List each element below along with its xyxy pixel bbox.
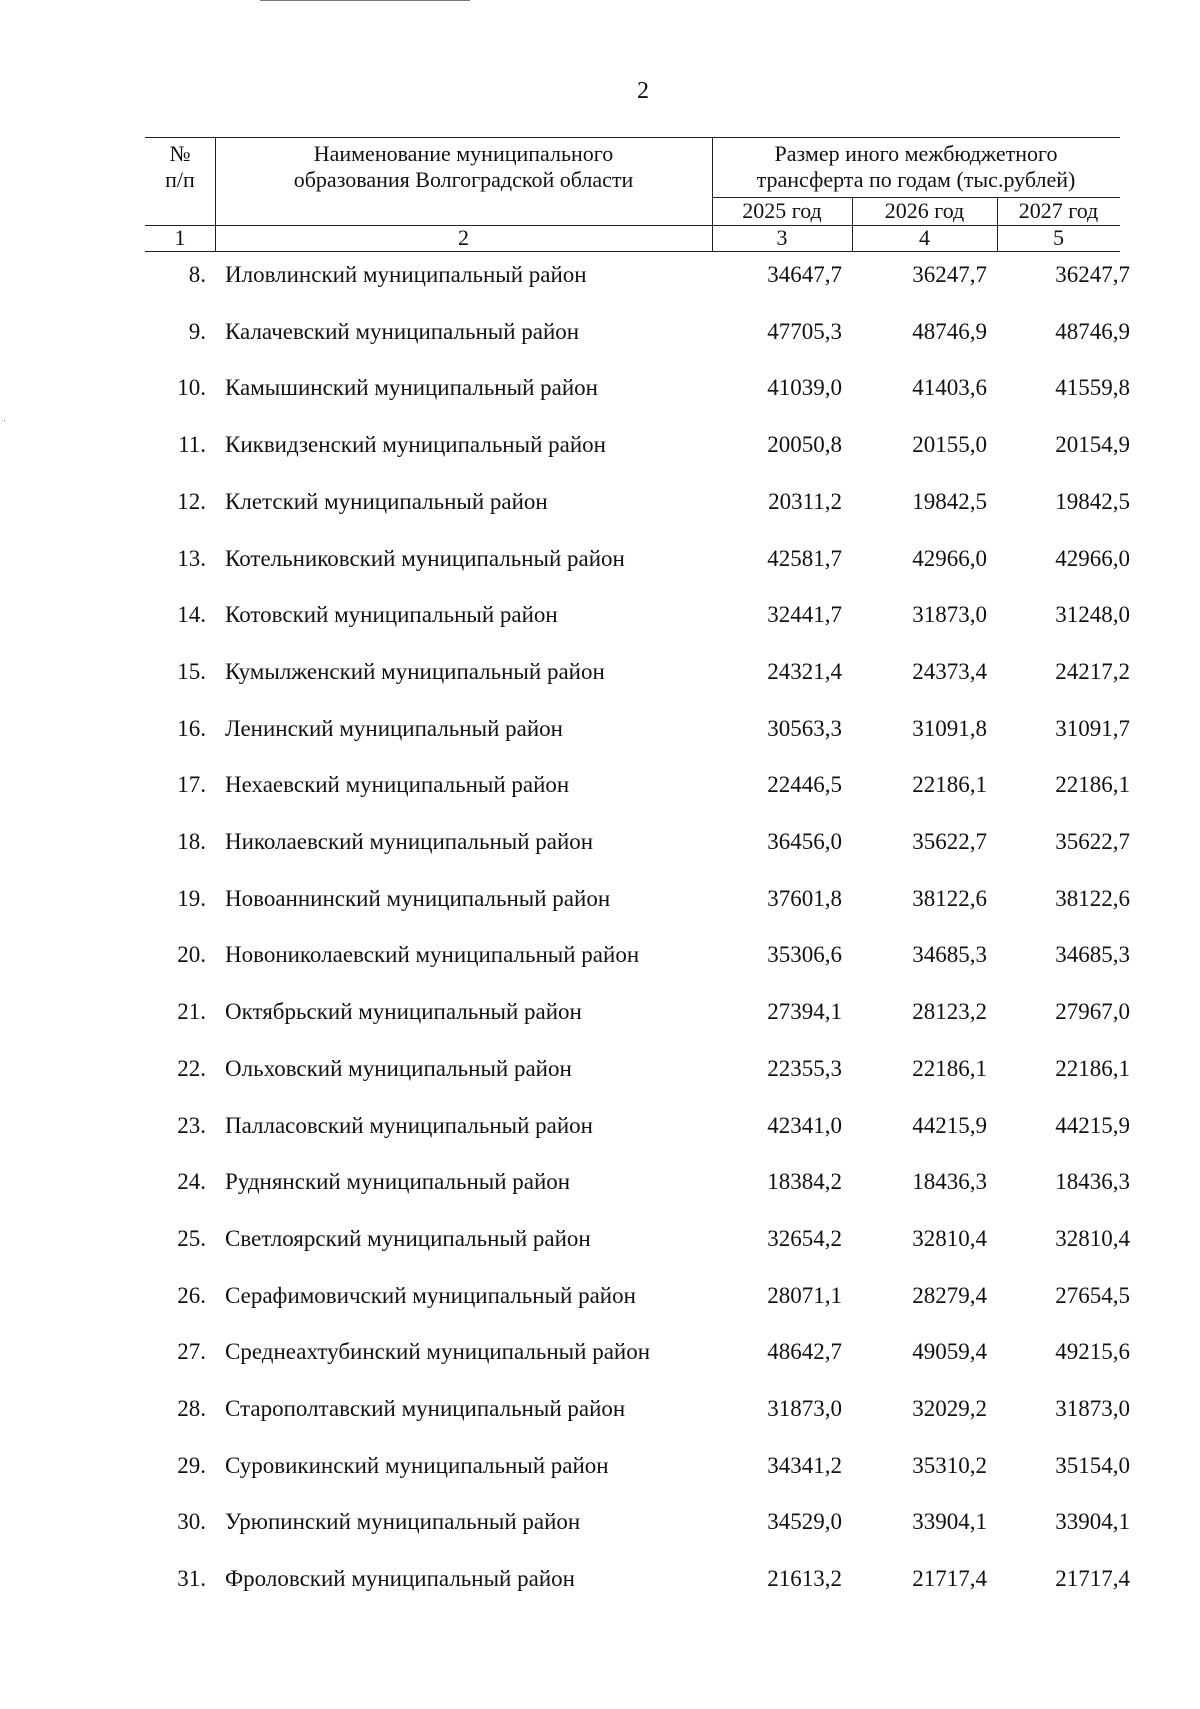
row-number: 18. (177, 829, 206, 854)
row-value-2025: 48642,7 (767, 1339, 842, 1365)
header-col-name: Наименование муниципального образования Волгоградской области (293, 141, 634, 192)
row-number: 31. (177, 1566, 206, 1592)
row-value-2025: 42581,7 (767, 545, 842, 571)
row-value-2026: 28279,4 (912, 1282, 987, 1308)
header-col-number: № п/п (165, 141, 195, 192)
row-value-2027: 22186,1 (1055, 1055, 1130, 1081)
table-row (0, 1276, 1200, 1316)
header-numbering-5: 5 (1053, 225, 1064, 250)
row-number: 20. (177, 942, 206, 968)
row-value-2027: 19842,5 (1055, 488, 1130, 514)
table-row (0, 1502, 1200, 1542)
row-number: 10. (177, 375, 206, 401)
row-municipality-name: Камышинский муниципальный район (225, 375, 598, 401)
row-number: 26. (177, 1282, 206, 1308)
row-number: 24. (177, 1169, 206, 1195)
table-row (0, 255, 1200, 295)
row-value-2026: 35310,2 (912, 1452, 987, 1478)
table-row (0, 539, 1200, 579)
row-number: 22. (177, 1055, 206, 1081)
row-value-2027: 27654,5 (1055, 1282, 1130, 1308)
row-municipality-name: Калачевский муниципальный район (225, 318, 580, 344)
table-row (0, 595, 1200, 635)
row-municipality-name: Палласовский муниципальный район (225, 1112, 593, 1138)
row-municipality-name: Котовский муниципальный район (225, 602, 558, 628)
row-value-2025: 30563,3 (767, 715, 842, 741)
row-number: 17. (177, 772, 206, 798)
row-value-2025: 35306,6 (767, 942, 842, 968)
header-numbering-4: 4 (919, 225, 930, 250)
row-value-2025: 42341,0 (767, 1112, 842, 1138)
row-number: 19. (177, 885, 206, 911)
row-value-2026: 22186,1 (912, 1055, 987, 1081)
table-row (0, 765, 1200, 805)
row-value-2026: 34685,3 (912, 942, 987, 968)
row-number: 15. (177, 658, 206, 684)
row-municipality-name: Октябрьский муниципальный район (225, 999, 582, 1025)
table-row (0, 1162, 1200, 1202)
row-municipality-name: Ольховский муниципальный район (225, 1055, 572, 1081)
row-municipality-name: Котельниковский муниципальный район (225, 545, 625, 571)
row-value-2026: 44215,9 (912, 1112, 987, 1138)
header-numbering-3: 3 (776, 225, 788, 250)
row-value-2026: 42966,0 (912, 545, 987, 571)
table-row (0, 1106, 1200, 1146)
row-municipality-name: Старополтавский муниципальный район (225, 1396, 626, 1421)
row-value-2026: 32810,4 (912, 1225, 987, 1251)
scan-edge-mark-left (4, 420, 5, 421)
row-value-2026: 20155,0 (912, 432, 987, 458)
row-municipality-name: Нехаевский муниципальный район (225, 772, 570, 798)
row-number: 29. (177, 1452, 206, 1478)
row-value-2025: 22355,3 (767, 1055, 842, 1081)
table-row (0, 822, 1200, 862)
header-numbering-2: 2 (458, 225, 469, 250)
row-value-2027: 31248,0 (1055, 602, 1130, 628)
row-value-2027: 33904,1 (1055, 1509, 1130, 1535)
row-value-2027: 34685,3 (1055, 942, 1130, 968)
row-municipality-name: Новониколаевский муниципальный район (225, 942, 640, 968)
row-number: 14. (177, 602, 206, 628)
header-year-2027: 2027 год (1018, 198, 1099, 223)
row-value-2025: 21613,2 (767, 1566, 842, 1592)
row-value-2025: 34647,7 (767, 262, 842, 287)
row-number: 13. (177, 545, 206, 571)
row-value-2025: 32654,2 (767, 1225, 842, 1251)
row-value-2027: 24217,2 (1055, 658, 1130, 684)
row-value-2027: 42966,0 (1055, 545, 1130, 571)
table-row (0, 425, 1200, 465)
row-value-2027: 35154,0 (1055, 1452, 1130, 1478)
header-year-2026: 2026 год (884, 198, 965, 223)
row-municipality-name: Новоаннинский муниципальный район (225, 885, 611, 911)
row-number: 25. (177, 1225, 206, 1251)
row-value-2027: 35622,7 (1055, 829, 1130, 854)
row-value-2026: 35622,7 (912, 829, 987, 854)
row-value-2025: 47705,3 (767, 318, 842, 344)
row-value-2026: 41403,6 (912, 375, 987, 401)
row-municipality-name: Киквидзенский муниципальный район (225, 432, 606, 458)
row-value-2027: 36247,7 (1055, 262, 1130, 287)
table-row (0, 1049, 1200, 1089)
row-value-2026: 22186,1 (912, 772, 987, 798)
table-row (0, 312, 1200, 352)
row-value-2025: 34341,2 (767, 1452, 842, 1478)
row-number: 27. (177, 1339, 206, 1365)
table-header (145, 137, 1120, 253)
row-value-2026: 48746,9 (912, 318, 987, 344)
row-number: 12. (177, 488, 206, 514)
row-value-2025: 20311,2 (768, 488, 842, 514)
row-municipality-name: Светлоярский муниципальный район (225, 1225, 591, 1251)
header-numbering-1: 1 (174, 225, 186, 250)
row-value-2025: 22446,5 (767, 772, 842, 798)
row-value-2025: 34529,0 (767, 1509, 842, 1535)
row-value-2026: 19842,5 (912, 488, 987, 514)
row-value-2027: 49215,6 (1055, 1339, 1130, 1365)
row-value-2026: 31873,0 (912, 602, 987, 628)
row-value-2026: 49059,4 (912, 1339, 987, 1365)
row-value-2027: 38122,6 (1055, 885, 1130, 911)
row-value-2027: 44215,9 (1055, 1112, 1130, 1138)
header-col-transfer: Размер иного межбюджетного трансферта по годам (тыс.рублей) (756, 141, 1076, 192)
table-row (0, 879, 1200, 919)
header-year-2025: 2025 год (742, 198, 822, 223)
row-value-2025: 36456,0 (767, 829, 842, 854)
row-value-2026: 38122,6 (912, 885, 987, 911)
row-municipality-name: Иловлинский муниципальный район (225, 262, 587, 287)
table-row (0, 1559, 1200, 1599)
row-municipality-name: Клетский муниципальный район (225, 488, 548, 514)
row-number: 23. (177, 1112, 206, 1138)
row-value-2025: 18384,2 (767, 1169, 842, 1195)
row-municipality-name: Среднеахтубинский муниципальный район (225, 1339, 651, 1365)
row-value-2026: 24373,4 (912, 658, 987, 684)
row-value-2026: 18436,3 (912, 1169, 987, 1195)
row-value-2025: 28071,1 (767, 1282, 842, 1308)
row-value-2025: 20050,8 (767, 432, 842, 458)
row-municipality-name: Урюпинский муниципальный район (225, 1509, 581, 1535)
row-value-2026: 33904,1 (912, 1509, 987, 1535)
row-value-2027: 31091,7 (1055, 715, 1130, 741)
row-value-2027: 27967,0 (1055, 999, 1130, 1025)
row-value-2025: 24321,4 (767, 658, 842, 684)
row-value-2026: 28123,2 (912, 999, 987, 1025)
row-value-2027: 21717,4 (1055, 1566, 1130, 1592)
row-number: 16. (177, 715, 206, 741)
row-value-2027: 41559,8 (1055, 375, 1130, 401)
row-value-2027: 20154,9 (1055, 432, 1130, 458)
row-value-2025: 31873,0 (767, 1396, 842, 1421)
row-value-2026: 36247,7 (912, 262, 987, 287)
table-row (0, 1219, 1200, 1259)
scan-edge-mark-top (260, 0, 470, 1)
row-value-2027: 31873,0 (1055, 1396, 1130, 1421)
table-row (0, 1446, 1200, 1486)
row-value-2026: 31091,8 (912, 715, 987, 741)
row-number: 21. (177, 999, 206, 1025)
row-municipality-name: Кумылженский муниципальный район (225, 658, 605, 684)
row-number: 28. (177, 1396, 206, 1421)
row-value-2025: 27394,1 (767, 999, 842, 1025)
table-row (0, 1332, 1200, 1372)
row-value-2025: 37601,8 (767, 885, 842, 911)
row-value-2027: 32810,4 (1055, 1225, 1130, 1251)
page-number: 2 (637, 78, 649, 104)
row-municipality-name: Николаевский муниципальный район (225, 829, 594, 854)
row-value-2026: 32029,2 (912, 1396, 987, 1421)
row-municipality-name: Суровикинский муниципальный район (225, 1452, 609, 1478)
row-number: 30. (177, 1509, 206, 1535)
row-value-2027: 22186,1 (1055, 772, 1130, 798)
row-value-2027: 48746,9 (1055, 318, 1130, 344)
row-value-2026: 21717,4 (912, 1566, 987, 1592)
row-value-2025: 32441,7 (767, 602, 842, 628)
row-value-2025: 41039,0 (767, 375, 842, 401)
table-row (0, 652, 1200, 692)
row-municipality-name: Фроловский муниципальный район (225, 1566, 575, 1592)
table-row (0, 1389, 1200, 1429)
table-row (0, 368, 1200, 408)
row-number: 11. (178, 432, 206, 458)
row-municipality-name: Руднянский муниципальный район (225, 1169, 571, 1195)
row-municipality-name: Серафимовичский муниципальный район (225, 1282, 636, 1308)
row-municipality-name: Ленинский муниципальный район (225, 715, 563, 741)
table-row (0, 709, 1200, 749)
row-value-2027: 18436,3 (1055, 1169, 1130, 1195)
table-row (0, 935, 1200, 975)
row-number: 9. (188, 318, 206, 344)
table-row (0, 482, 1200, 522)
row-number: 8. (188, 262, 206, 287)
table-row (0, 992, 1200, 1032)
